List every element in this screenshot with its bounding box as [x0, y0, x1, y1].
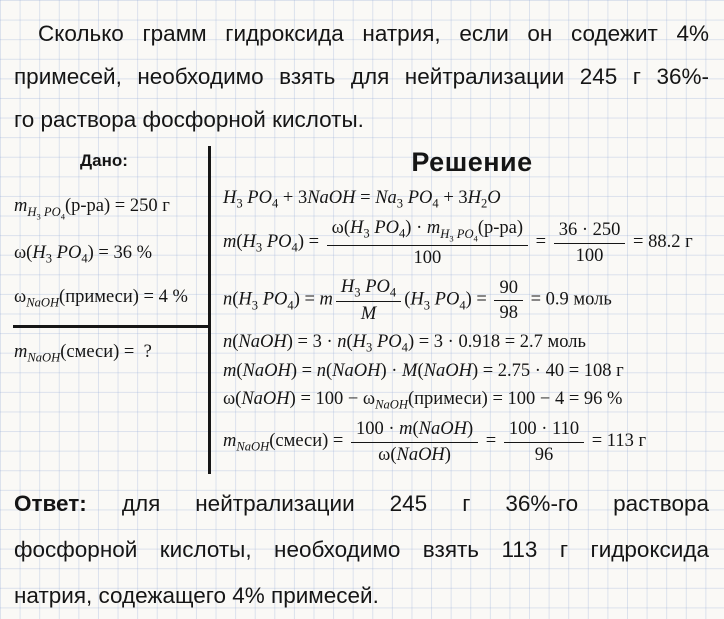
- find-line: $m_{NaOH}(смеси)$ = ?: [14, 342, 152, 365]
- work-area: [0, 146, 724, 474]
- given-line: $m_{H_3 PO_4}(р-ра) = 250$ г: [14, 196, 170, 222]
- solution-line: $m(H_3$ $PO_4$) = $\frac{\omega(H_3 PO_4) \cdot m_{H_3 PO_4}(р-ра)}{100}$ = $\frac{36 \cdot 250}{100}$ = 88.2 г: [223, 218, 693, 269]
- problem-statement: [0, 0, 724, 141]
- solution-title: Решение: [411, 147, 533, 177]
- answer-section: [14, 481, 709, 619]
- answer-line: натрия, содежащего 4% примесей.: [14, 583, 379, 608]
- problem-line: го раствора фосфорной кислоты.: [14, 107, 364, 132]
- answer-label: Ответ:: [14, 491, 87, 516]
- solution-line: m(NaOH) = n(NaOH) · M(NaOH) = 2.75 · 40 = 108 г: [223, 360, 624, 381]
- given-title: Дано:: [80, 151, 128, 170]
- problem-line: примесей, необходимо взять для нейтрализации 245 г 36%-: [14, 64, 709, 89]
- given-divider-line: [13, 325, 208, 328]
- solution-section: [211, 146, 724, 474]
- solution-line: n(NaOH) = $3 \cdot n(H_3$ $PO_4) = 3 \cdot 0.918 = 2.7$ моль: [223, 331, 586, 355]
- given-line: $\omega_{NaOH}(примеси) = 4$ %: [14, 287, 188, 310]
- solution-line: $H_3$ $PO_4$ + 3NaOH = $Na_3$ $PO_4 + 3H_2O$: [223, 188, 501, 211]
- answer-line: фосфорной кислоты, необходимо взять 113 г гидроксида: [14, 537, 709, 562]
- answer-line: [14, 481, 709, 527]
- given-section: [0, 146, 211, 474]
- solution-line: $n(H_3$ $PO_4) = m$ $\frac{H_3 PO_4}{M}$ ($H_3$ $PO_4$) = $\frac{90}{98}$ = 0.9 моль: [223, 276, 612, 324]
- solution-line: ω(NaOH) = $100 - \omega_{NaOH}(примеси) = 100 - 4 = 96$ %: [223, 388, 623, 412]
- problem-line: Сколько грамм гидроксида натрия, если он содежит 4%: [38, 21, 709, 46]
- given-line: $\omega(H_3$ $PO_4) = 36$ %: [14, 242, 152, 266]
- answer-text: для нейтрализации 245 г 36%-го раствора: [121, 491, 709, 516]
- solution-line: $m_{NaOH}(смеси)$ = $\frac{\text{100 · m(NaOH)}}{\text{ω(NaOH)}}$ = $\frac{100 \cdot 110}{96}$ = 113 г: [223, 419, 647, 465]
